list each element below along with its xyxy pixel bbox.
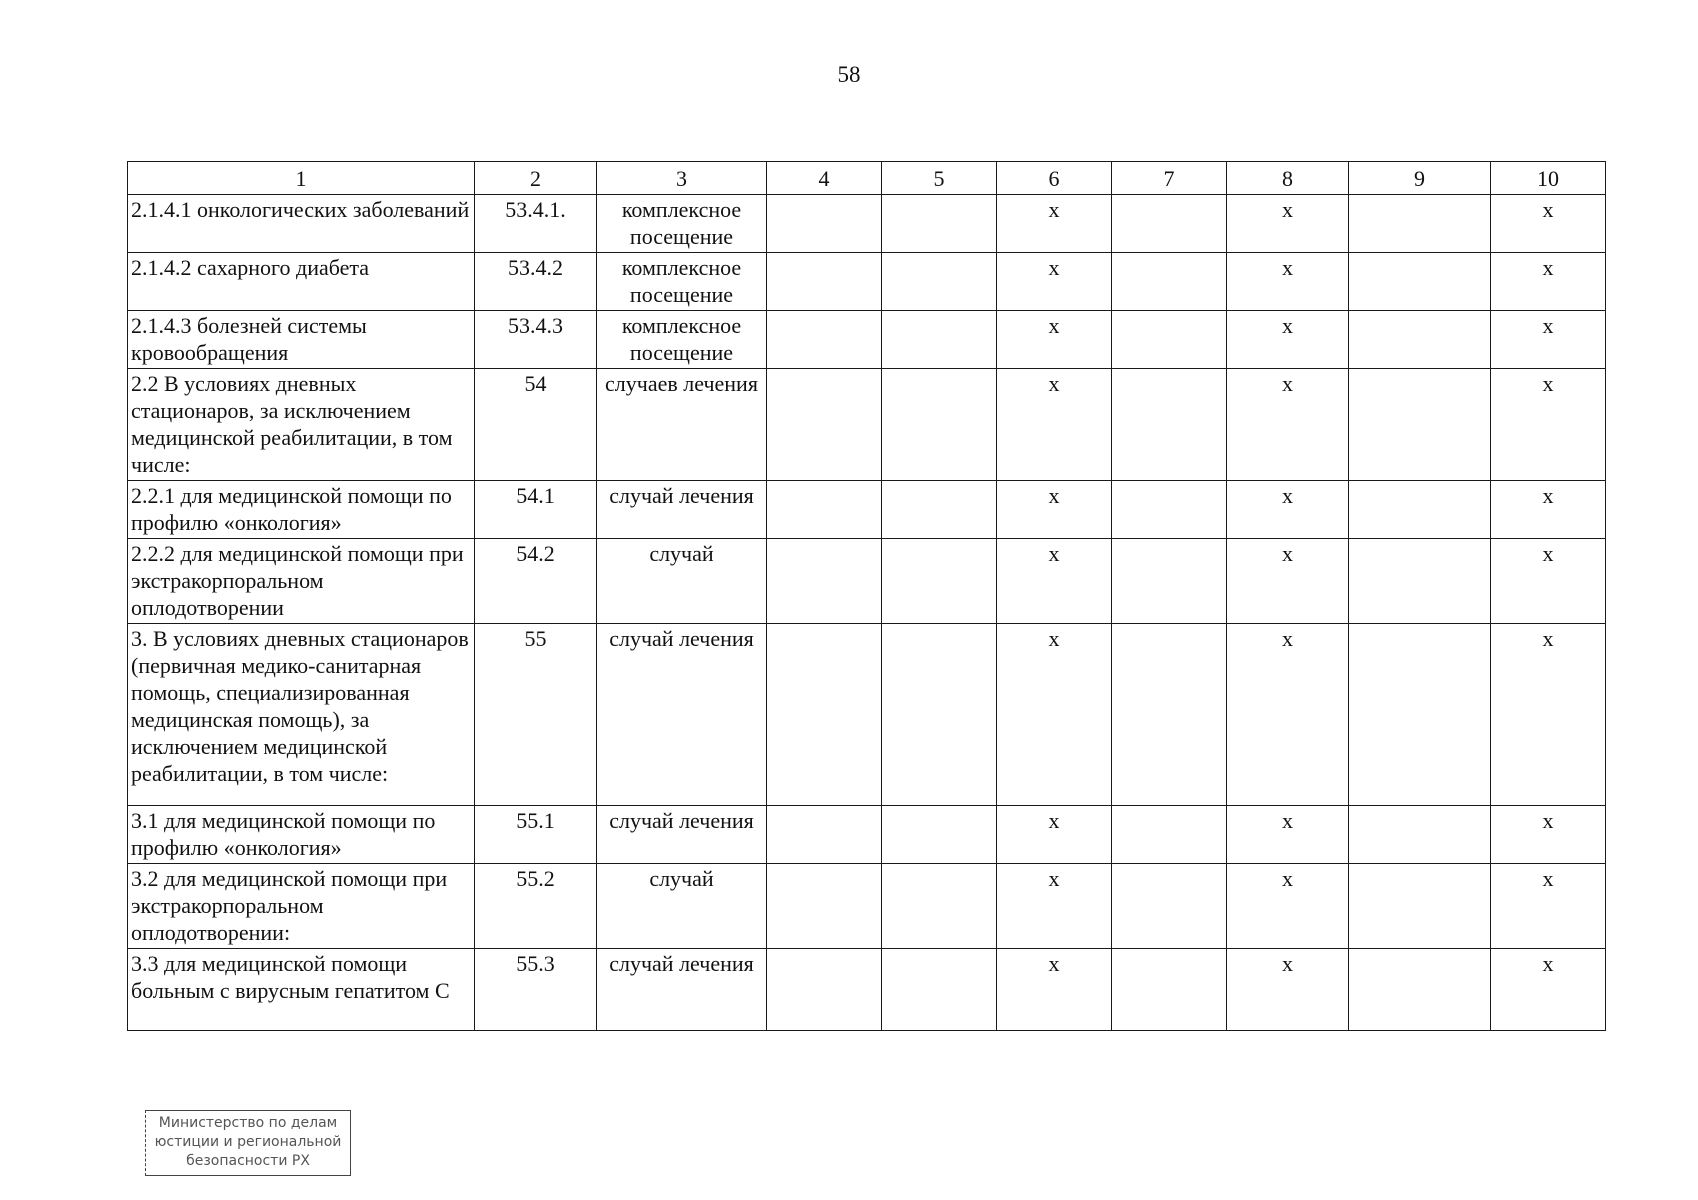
- col7-cell: [1112, 369, 1227, 481]
- col8-cell: x: [1227, 624, 1349, 806]
- column-header: 6: [997, 162, 1112, 195]
- col9-cell: [1349, 195, 1491, 253]
- stamp-line: юстиции и региональной: [154, 1134, 342, 1150]
- col5-cell: [882, 539, 997, 624]
- column-header: 1: [128, 162, 475, 195]
- table-row: [128, 624, 1606, 806]
- col5-cell: [882, 481, 997, 539]
- col8-cell: x: [1227, 806, 1349, 864]
- table-row: [128, 481, 1606, 539]
- col10-cell: x: [1491, 539, 1606, 624]
- col6-cell: x: [997, 864, 1112, 949]
- col4-cell: [767, 806, 882, 864]
- col4-cell: [767, 864, 882, 949]
- col4-cell: [767, 539, 882, 624]
- col9-cell: [1349, 311, 1491, 369]
- col7-cell: [1112, 539, 1227, 624]
- col9-cell: [1349, 624, 1491, 806]
- registration-stamp: [145, 1110, 351, 1176]
- row-unit-cell: комплексное посещение: [597, 195, 767, 253]
- col10-cell: x: [1491, 481, 1606, 539]
- row-unit-cell: случаев лечения: [597, 369, 767, 481]
- row-name-cell: 2.2.2 для медицинской помощи при экстракорпоральном оплодотворении: [128, 539, 475, 624]
- column-header: 4: [767, 162, 882, 195]
- row-unit-cell: случай лечения: [597, 624, 767, 806]
- col8-cell: x: [1227, 864, 1349, 949]
- col8-cell: x: [1227, 369, 1349, 481]
- row-unit-cell: случай лечения: [597, 949, 767, 1031]
- col4-cell: [767, 481, 882, 539]
- col6-cell: x: [997, 253, 1112, 311]
- col7-cell: [1112, 624, 1227, 806]
- col8-cell: x: [1227, 949, 1349, 1031]
- row-unit-cell: комплексное посещение: [597, 253, 767, 311]
- row-code-cell: 55.2: [475, 864, 597, 949]
- row-name-cell: 2.1.4.3 болезней системы кровообращения: [128, 311, 475, 369]
- column-header: 9: [1349, 162, 1491, 195]
- row-unit-cell: случай: [597, 864, 767, 949]
- col6-cell: x: [997, 624, 1112, 806]
- col10-cell: x: [1491, 311, 1606, 369]
- col7-cell: [1112, 864, 1227, 949]
- col6-cell: x: [997, 369, 1112, 481]
- col9-cell: [1349, 253, 1491, 311]
- col5-cell: [882, 311, 997, 369]
- col6-cell: x: [997, 195, 1112, 253]
- page-number: 58: [837, 62, 861, 87]
- row-unit-cell: случай лечения: [597, 481, 767, 539]
- row-code-cell: 53.4.3: [475, 311, 597, 369]
- col6-cell: x: [997, 806, 1112, 864]
- table-row: [128, 539, 1606, 624]
- col9-cell: [1349, 539, 1491, 624]
- row-name-cell: 3. В условиях дневных стационаров (первичная медико-санитарная помощь, специализированная медицинская помощь), за исключением медицинской реабилитации, в том числе:: [128, 624, 475, 806]
- row-name-cell: 2.1.4.1 онкологических заболеваний: [128, 195, 475, 253]
- col8-cell: x: [1227, 195, 1349, 253]
- col4-cell: [767, 195, 882, 253]
- column-header: 5: [882, 162, 997, 195]
- col9-cell: [1349, 806, 1491, 864]
- col6-cell: x: [997, 539, 1112, 624]
- row-code-cell: 54.2: [475, 539, 597, 624]
- col5-cell: [882, 949, 997, 1031]
- row-unit-cell: комплексное посещение: [597, 311, 767, 369]
- row-name-cell: 2.2 В условиях дневных стационаров, за исключением медицинской реабилитации, в том числе:: [128, 369, 475, 481]
- header-row: [128, 162, 1606, 195]
- col10-cell: x: [1491, 195, 1606, 253]
- table-row: [128, 195, 1606, 253]
- col8-cell: x: [1227, 253, 1349, 311]
- row-name-cell: 3.2 для медицинской помощи при экстракорпоральном оплодотворении:: [128, 864, 475, 949]
- column-header: 2: [475, 162, 597, 195]
- col4-cell: [767, 624, 882, 806]
- col10-cell: x: [1491, 253, 1606, 311]
- stamp-line: Министерство по делам: [158, 1115, 338, 1131]
- table-row: [128, 311, 1606, 369]
- col9-cell: [1349, 369, 1491, 481]
- column-header: 8: [1227, 162, 1349, 195]
- col6-cell: x: [997, 481, 1112, 539]
- row-name-cell: 2.1.4.2 сахарного диабета: [128, 253, 475, 311]
- col10-cell: x: [1491, 864, 1606, 949]
- column-header: 3: [597, 162, 767, 195]
- row-code-cell: 53.4.1.: [475, 195, 597, 253]
- row-code-cell: 55.3: [475, 949, 597, 1031]
- col10-cell: x: [1491, 806, 1606, 864]
- col7-cell: [1112, 253, 1227, 311]
- data-table: [127, 161, 1606, 1031]
- table-row: [128, 806, 1606, 864]
- col5-cell: [882, 253, 997, 311]
- row-code-cell: 54.1: [475, 481, 597, 539]
- row-name-cell: 3.1 для медицинской помощи по профилю «онкология»: [128, 806, 475, 864]
- col5-cell: [882, 864, 997, 949]
- col5-cell: [882, 806, 997, 864]
- col10-cell: x: [1491, 949, 1606, 1031]
- row-code-cell: 55.1: [475, 806, 597, 864]
- col7-cell: [1112, 311, 1227, 369]
- table-row: [128, 864, 1606, 949]
- col9-cell: [1349, 949, 1491, 1031]
- row-code-cell: 53.4.2: [475, 253, 597, 311]
- col4-cell: [767, 253, 882, 311]
- col10-cell: x: [1491, 624, 1606, 806]
- col5-cell: [882, 369, 997, 481]
- col4-cell: [767, 311, 882, 369]
- col7-cell: [1112, 481, 1227, 539]
- row-code-cell: 55: [475, 624, 597, 806]
- col7-cell: [1112, 195, 1227, 253]
- row-name-cell: 3.3 для медицинской помощи больным с вирусным гепатитом С: [128, 949, 475, 1031]
- col8-cell: x: [1227, 311, 1349, 369]
- col6-cell: x: [997, 949, 1112, 1031]
- col6-cell: x: [997, 311, 1112, 369]
- col4-cell: [767, 369, 882, 481]
- row-unit-cell: случай: [597, 539, 767, 624]
- col8-cell: x: [1227, 481, 1349, 539]
- col9-cell: [1349, 481, 1491, 539]
- table-row: [128, 949, 1606, 1031]
- col10-cell: x: [1491, 369, 1606, 481]
- row-name-cell: 2.2.1 для медицинской помощи по профилю «онкология»: [128, 481, 475, 539]
- row-unit-cell: случай лечения: [597, 806, 767, 864]
- stamp-line: безопасности РХ: [186, 1153, 310, 1169]
- col7-cell: [1112, 949, 1227, 1031]
- table-row: [128, 253, 1606, 311]
- col5-cell: [882, 624, 997, 806]
- col8-cell: x: [1227, 539, 1349, 624]
- col9-cell: [1349, 864, 1491, 949]
- row-code-cell: 54: [475, 369, 597, 481]
- col7-cell: [1112, 806, 1227, 864]
- col4-cell: [767, 949, 882, 1031]
- column-header: 7: [1112, 162, 1227, 195]
- column-header: 10: [1491, 162, 1606, 195]
- table-row: [128, 369, 1606, 481]
- col5-cell: [882, 195, 997, 253]
